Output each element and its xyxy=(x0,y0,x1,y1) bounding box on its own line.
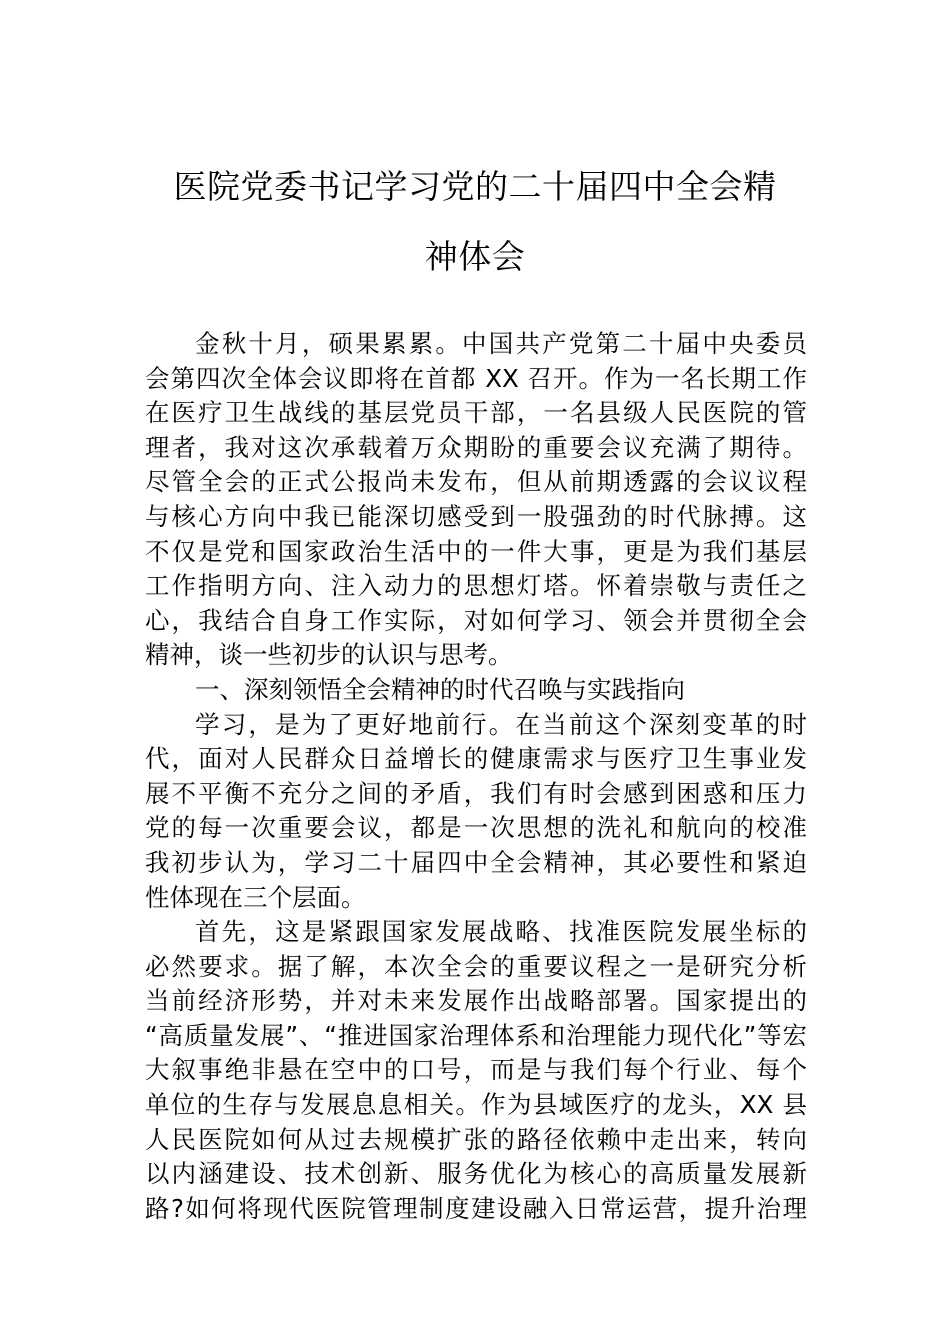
text-line: 与核心方向中我已能深切感受到一股强劲的时代脉搏。这 xyxy=(145,501,807,531)
text-line: 单位的生存与发展息息相关。作为县域医疗的龙头，XX 县 xyxy=(145,1090,807,1120)
text-line: 金秋十月，硕果累累。中国共产党第二十届中央委员 xyxy=(195,329,807,358)
document-title-line-1: 医院党委书记学习党的二十届四中全会精 xyxy=(173,167,777,206)
text-line: 以内涵建设、技术创新、服务优化为核心的高质量发展新 xyxy=(145,1159,807,1189)
text-line: 精神，谈一些初步的认识与思考。 xyxy=(145,640,513,670)
text-line: 首先，这是紧跟国家发展战略、找准医院发展坐标的 xyxy=(195,917,807,947)
paragraph-learning xyxy=(145,708,807,916)
text-line: 工作指明方向、注入动力的思想灯塔。怀着崇敬与责任之 xyxy=(145,571,807,601)
text-line: 代，面对人民群众日益增长的健康需求与医疗卫生事业发 xyxy=(145,744,807,774)
paragraph-first-point xyxy=(145,915,807,1226)
section-heading-text: 一、深刻领悟全会精神的时代召唤与实践指向 xyxy=(195,674,685,704)
text-line: 当前经济形势，并对未来发展作出战略部署。国家提出的 xyxy=(145,986,807,1016)
text-line: 我初步认为，学习二十届四中全会精神，其必要性和紧迫 xyxy=(145,847,807,877)
text-line: 性体现在三个层面。 xyxy=(145,882,366,912)
text-line: 在医疗卫生战线的基层党员干部，一名县级人民医院的管 xyxy=(145,398,807,428)
text-line: “高质量发展”、“推进国家治理体系和治理能力现代化”等宏 xyxy=(145,1020,807,1050)
text-line: 党的每一次重要会议，都是一次思想的洗礼和航向的校准 xyxy=(145,813,807,843)
document-title-line-2: 神体会 xyxy=(424,237,526,276)
text-line: 不仅是党和国家政治生活中的一件大事，更是为我们基层 xyxy=(145,536,807,566)
text-line: 理者，我对这次承载着万众期盼的重要会议充满了期待。 xyxy=(145,432,807,462)
paragraph-intro xyxy=(145,327,807,673)
text-line: 会第四次全体会议即将在首都 XX 召开。作为一名长期工作 xyxy=(145,363,807,393)
text-line: 学习，是为了更好地前行。在当前这个深刻变革的时 xyxy=(195,709,807,739)
text-line: 人民医院如何从过去规模扩张的路径依赖中走出来，转向 xyxy=(145,1124,807,1154)
section-heading-1 xyxy=(145,673,807,708)
text-line: 展不平衡不充分之间的矛盾，我们有时会感到困惑和压力 xyxy=(145,778,807,808)
text-line: 必然要求。据了解，本次全会的重要议程之一是研究分析 xyxy=(145,951,807,981)
text-line: 大叙事绝非悬在空中的口号，而是与我们每个行业、每个 xyxy=(145,1055,807,1085)
text-line: 路?如何将现代医院管理制度建设融入日常运营，提升治理 xyxy=(145,1193,807,1223)
text-line: 尽管全会的正式公报尚未发布，但从前期透露的会议议程 xyxy=(145,467,807,497)
document-body xyxy=(145,327,807,1226)
text-line: 心，我结合自身工作实际，对如何学习、领会并贯彻全会 xyxy=(145,605,807,635)
